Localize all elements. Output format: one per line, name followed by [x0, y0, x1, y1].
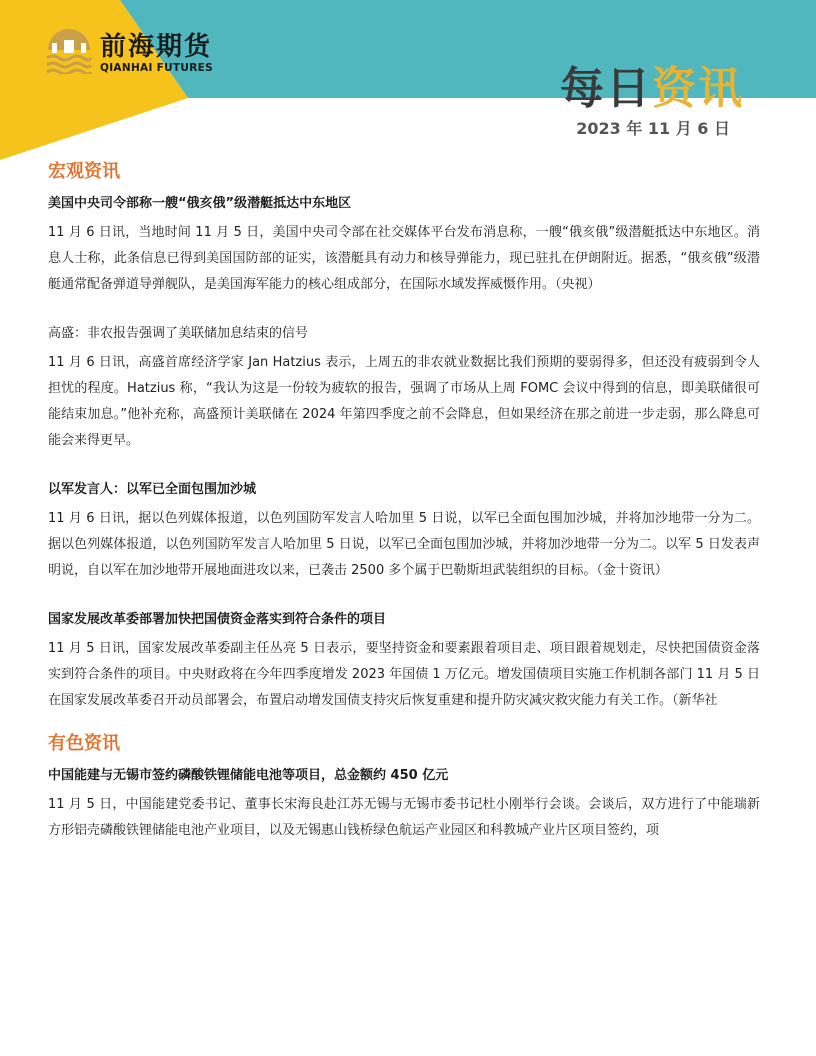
logo-chinese-name: 前海期货	[100, 32, 213, 62]
article-title: 中国能建与无锡市签约磷酸铁锂储能电池等项目，总金额约 450 亿元	[48, 768, 449, 783]
logo-english-name: QIANHAI FUTURES	[100, 62, 213, 74]
article-title: 高盛：非农报告强调了美联储加息结束的信号	[48, 326, 309, 341]
report-content	[48, 160, 760, 844]
section-heading-nonferrous: 有色资讯	[48, 733, 120, 754]
page-title	[560, 52, 744, 116]
page-title-gold: 资讯	[652, 63, 744, 114]
article-title: 美国中央司令部称一艘“俄亥俄”级潜艇抵达中东地区	[48, 196, 352, 211]
article-title: 国家发展改革委部署加快把国债资金落实到符合条件的项目	[48, 612, 387, 627]
article-body: 11 月 5 日讯，国家发展改革委副主任丛亮 5 日表示，要坚持资金和要素跟着项目走、项目跟着规划走，尽快把国债资金落实到符合条件的项目。中央财政将在今年四季度增发 2023 年国债 1 万亿元。增发国债项目实施工作机制各部门 11 月 5 日在国家发展改革委召开动员部署会，布置启动增发国债支持灾后恢复重建和提升防灾减灾救灾能力有关工作。（新华社	[48, 641, 760, 708]
article-title: 以军发言人：以军已全面包围加沙城	[48, 482, 257, 497]
page-title-dark: 每日	[560, 63, 652, 114]
article-body: 11 月 6 日讯，当地时间 11 月 5 日，美国中央司令部在社交媒体平台发布消息称，一艘“俄亥俄”级潜艇抵达中东地区。消息人士称，此条信息已得到美国国防部的证实，该潜艇具有动力和核导弹能力，现已驻扎在伊朗附近。据悉，“俄亥俄”级潜艇通常配备弹道导弹舰队，是美国海军能力的核心组成部分，在国际水域发挥威慑作用。（央视）	[48, 225, 760, 292]
logo-mark-icon	[44, 28, 94, 74]
article-body: 11 月 5 日，中国能建党委书记、董事长宋海良赴江苏无锡与无锡市委书记杜小刚举行会谈。会谈后，双方进行了中能瑞新方形铝壳磷酸铁锂储能电池产业项目，以及无锡惠山钱桥绿色航运产业园区和科教城产业片区项目签约，项	[48, 797, 760, 838]
section-heading-macro: 宏观资讯	[48, 161, 120, 182]
article-body: 11 月 6 日讯，据以色列媒体报道，以色列国防军发言人哈加里 5 日说，以军已全面包围加沙城，并将加沙地带一分为二。据以色列媒体报道，以色列国防军发言人哈加里 5 日说，以军已全面包围加沙城，并将加沙地带一分为二。以军 5 日发表声明说，自以军在加沙地带开展地面进攻以来，已袭击 2500 多个属于巴勒斯坦武装组织的目标。（金十资讯）	[48, 511, 760, 578]
article-body: 11 月 6 日讯，高盛首席经济学家 Jan Hatzius 表示，上周五的非农就业数据比我们预期的要弱得多，但还没有疲弱到令人担忧的程度。Hatzius 称，“我认为这是一份较为疲软的报告，强调了市场从上周 FOMC 会议中得到的信息，即美联储很可能结束加息。”他补充称，高盛预计美联储在 2024 年第四季度之前不会降息，但如果经济在那之前进一步走弱，那么降息可能会来得更早。	[48, 355, 760, 448]
company-logo	[44, 26, 224, 78]
report-date: 2023 年 11 月 6 日	[576, 119, 730, 138]
